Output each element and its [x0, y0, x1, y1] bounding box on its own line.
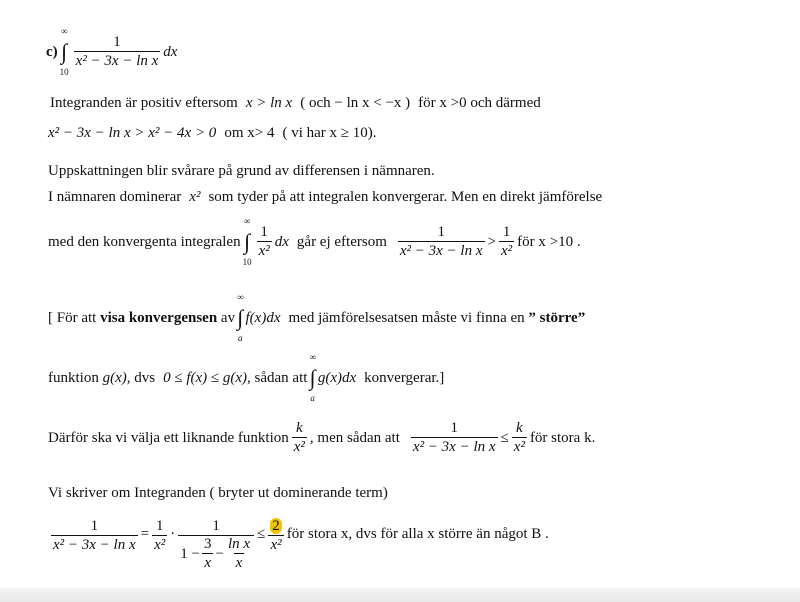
- integral-sign: ∞ ∫ 10: [59, 26, 69, 77]
- fraction: [499, 224, 514, 261]
- text: konvergerar.]: [364, 369, 445, 386]
- denominator: x²: [500, 242, 513, 259]
- fraction: [292, 420, 307, 457]
- text: om x> 4: [224, 125, 275, 141]
- math: f(x)dx: [245, 309, 281, 326]
- denominator: x: [235, 555, 243, 571]
- denominator: x²: [293, 439, 305, 455]
- dx: dx: [163, 43, 178, 60]
- part-label: c): [46, 43, 58, 60]
- line-7: [48, 352, 444, 404]
- fraction: [411, 420, 498, 457]
- numerator: 1: [437, 223, 445, 240]
- fraction: [268, 518, 284, 555]
- text: −: [215, 546, 224, 562]
- fraction: [51, 518, 138, 555]
- lower-limit: 10: [59, 67, 69, 77]
- numerator: 1: [260, 223, 268, 240]
- numerator: k: [516, 420, 523, 436]
- line-6: [48, 292, 585, 344]
- denominator: x²: [270, 537, 282, 553]
- text: ( och − ln x < −x ): [300, 95, 411, 111]
- text: för stora k.: [529, 430, 596, 446]
- text: går ej eftersom: [296, 233, 387, 250]
- numerator: 1: [212, 518, 220, 534]
- integral-sign: ∞ ∫ a: [309, 352, 316, 403]
- text: för x >10 .: [517, 233, 581, 250]
- fraction: [398, 224, 485, 261]
- math: g(x)dx: [317, 369, 357, 386]
- fraction: [152, 518, 167, 555]
- integral-sign: ∞ ∫ 10: [242, 216, 252, 267]
- lower-limit: a: [238, 333, 243, 343]
- numerator: 1: [113, 33, 121, 50]
- line-2: [48, 125, 377, 142]
- denominator: x²: [154, 537, 166, 553]
- math: g(x): [102, 369, 127, 386]
- text: av: [220, 309, 236, 326]
- problem-c-integral: [46, 26, 177, 78]
- numerator: 1: [502, 223, 511, 240]
- lower-limit: a: [310, 393, 315, 403]
- math: x²: [189, 189, 201, 205]
- denominator: x²: [258, 242, 270, 259]
- numerator: 3: [203, 536, 212, 552]
- text: för stora x, dvs för alla x större än något B .: [286, 526, 549, 542]
- integral-sign: ∞ ∫ a: [237, 292, 244, 343]
- operator: ·: [170, 526, 176, 542]
- fraction: [178, 518, 254, 573]
- text: , dvs: [126, 369, 156, 386]
- denominator: x² − 3x − ln x: [412, 439, 496, 455]
- line-9: Vi skriver om Integranden ( bryter ut dominerande term): [48, 485, 388, 501]
- numerator: k: [296, 420, 303, 436]
- numerator: 1: [450, 420, 458, 436]
- line-3: Uppskattningen blir svårare på grund av differensen i nämnaren.: [48, 163, 435, 179]
- text: ( vi har x ≥ 10).: [282, 125, 377, 141]
- operator: ≤: [500, 430, 509, 446]
- numerator: 1: [155, 518, 164, 534]
- lower-limit: 10: [242, 257, 252, 267]
- highlighted-numerator: 2: [272, 518, 280, 534]
- line-5: [48, 216, 581, 268]
- text: Integranden är positiv eftersom: [50, 95, 238, 111]
- denominator: x² − 3x − ln x: [53, 537, 136, 553]
- upper-limit: ∞: [243, 216, 251, 226]
- line-10: [48, 518, 549, 573]
- text: 1 −: [180, 546, 200, 562]
- denominator: x: [204, 555, 212, 571]
- fraction: [257, 224, 272, 261]
- math: x > ln x: [245, 95, 293, 111]
- math: x² − 3x − ln x > x² − 4x > 0: [48, 125, 217, 141]
- upper-limit: ∞: [60, 26, 68, 36]
- text: [ För att: [48, 309, 97, 326]
- operator: =: [140, 526, 150, 542]
- line-4: [48, 189, 602, 206]
- text: , sådan att: [247, 369, 308, 386]
- math: 0 ≤ f(x) ≤ g(x): [163, 369, 248, 386]
- bold-text: ” större”: [528, 309, 586, 326]
- operator: >: [487, 233, 496, 250]
- dx: dx: [274, 233, 289, 250]
- denominator: x²: [513, 439, 525, 455]
- text: Därför ska vi välja ett liknande funktion: [48, 430, 289, 446]
- operator: ≤: [257, 526, 266, 542]
- denominator: x² − 3x − ln x: [75, 52, 159, 69]
- text: I nämnaren dominerar: [48, 189, 182, 205]
- fraction: [74, 34, 161, 71]
- numerator: ln x: [227, 536, 251, 552]
- upper-limit: ∞: [309, 352, 316, 362]
- line-8: [48, 420, 595, 457]
- numerator: 1: [90, 518, 99, 534]
- bold-text: visa konvergensen: [100, 309, 218, 326]
- nested-denominator: [178, 535, 254, 573]
- text: , men sådan att: [309, 430, 400, 446]
- text: för x >0 och därmed: [418, 95, 541, 111]
- line-1: [50, 95, 541, 112]
- denominator: x² − 3x − ln x: [399, 242, 483, 259]
- upper-limit: ∞: [237, 292, 244, 302]
- text: med den konvergenta integralen: [48, 233, 241, 250]
- bottom-bar: [0, 588, 800, 602]
- text: funktion: [48, 369, 99, 386]
- fraction: [512, 420, 527, 457]
- text: med jämförelsesatsen måste vi finna en: [288, 309, 525, 326]
- text: som tyder på att integralen konvergerar. Men en direkt jämförelse: [208, 189, 603, 205]
